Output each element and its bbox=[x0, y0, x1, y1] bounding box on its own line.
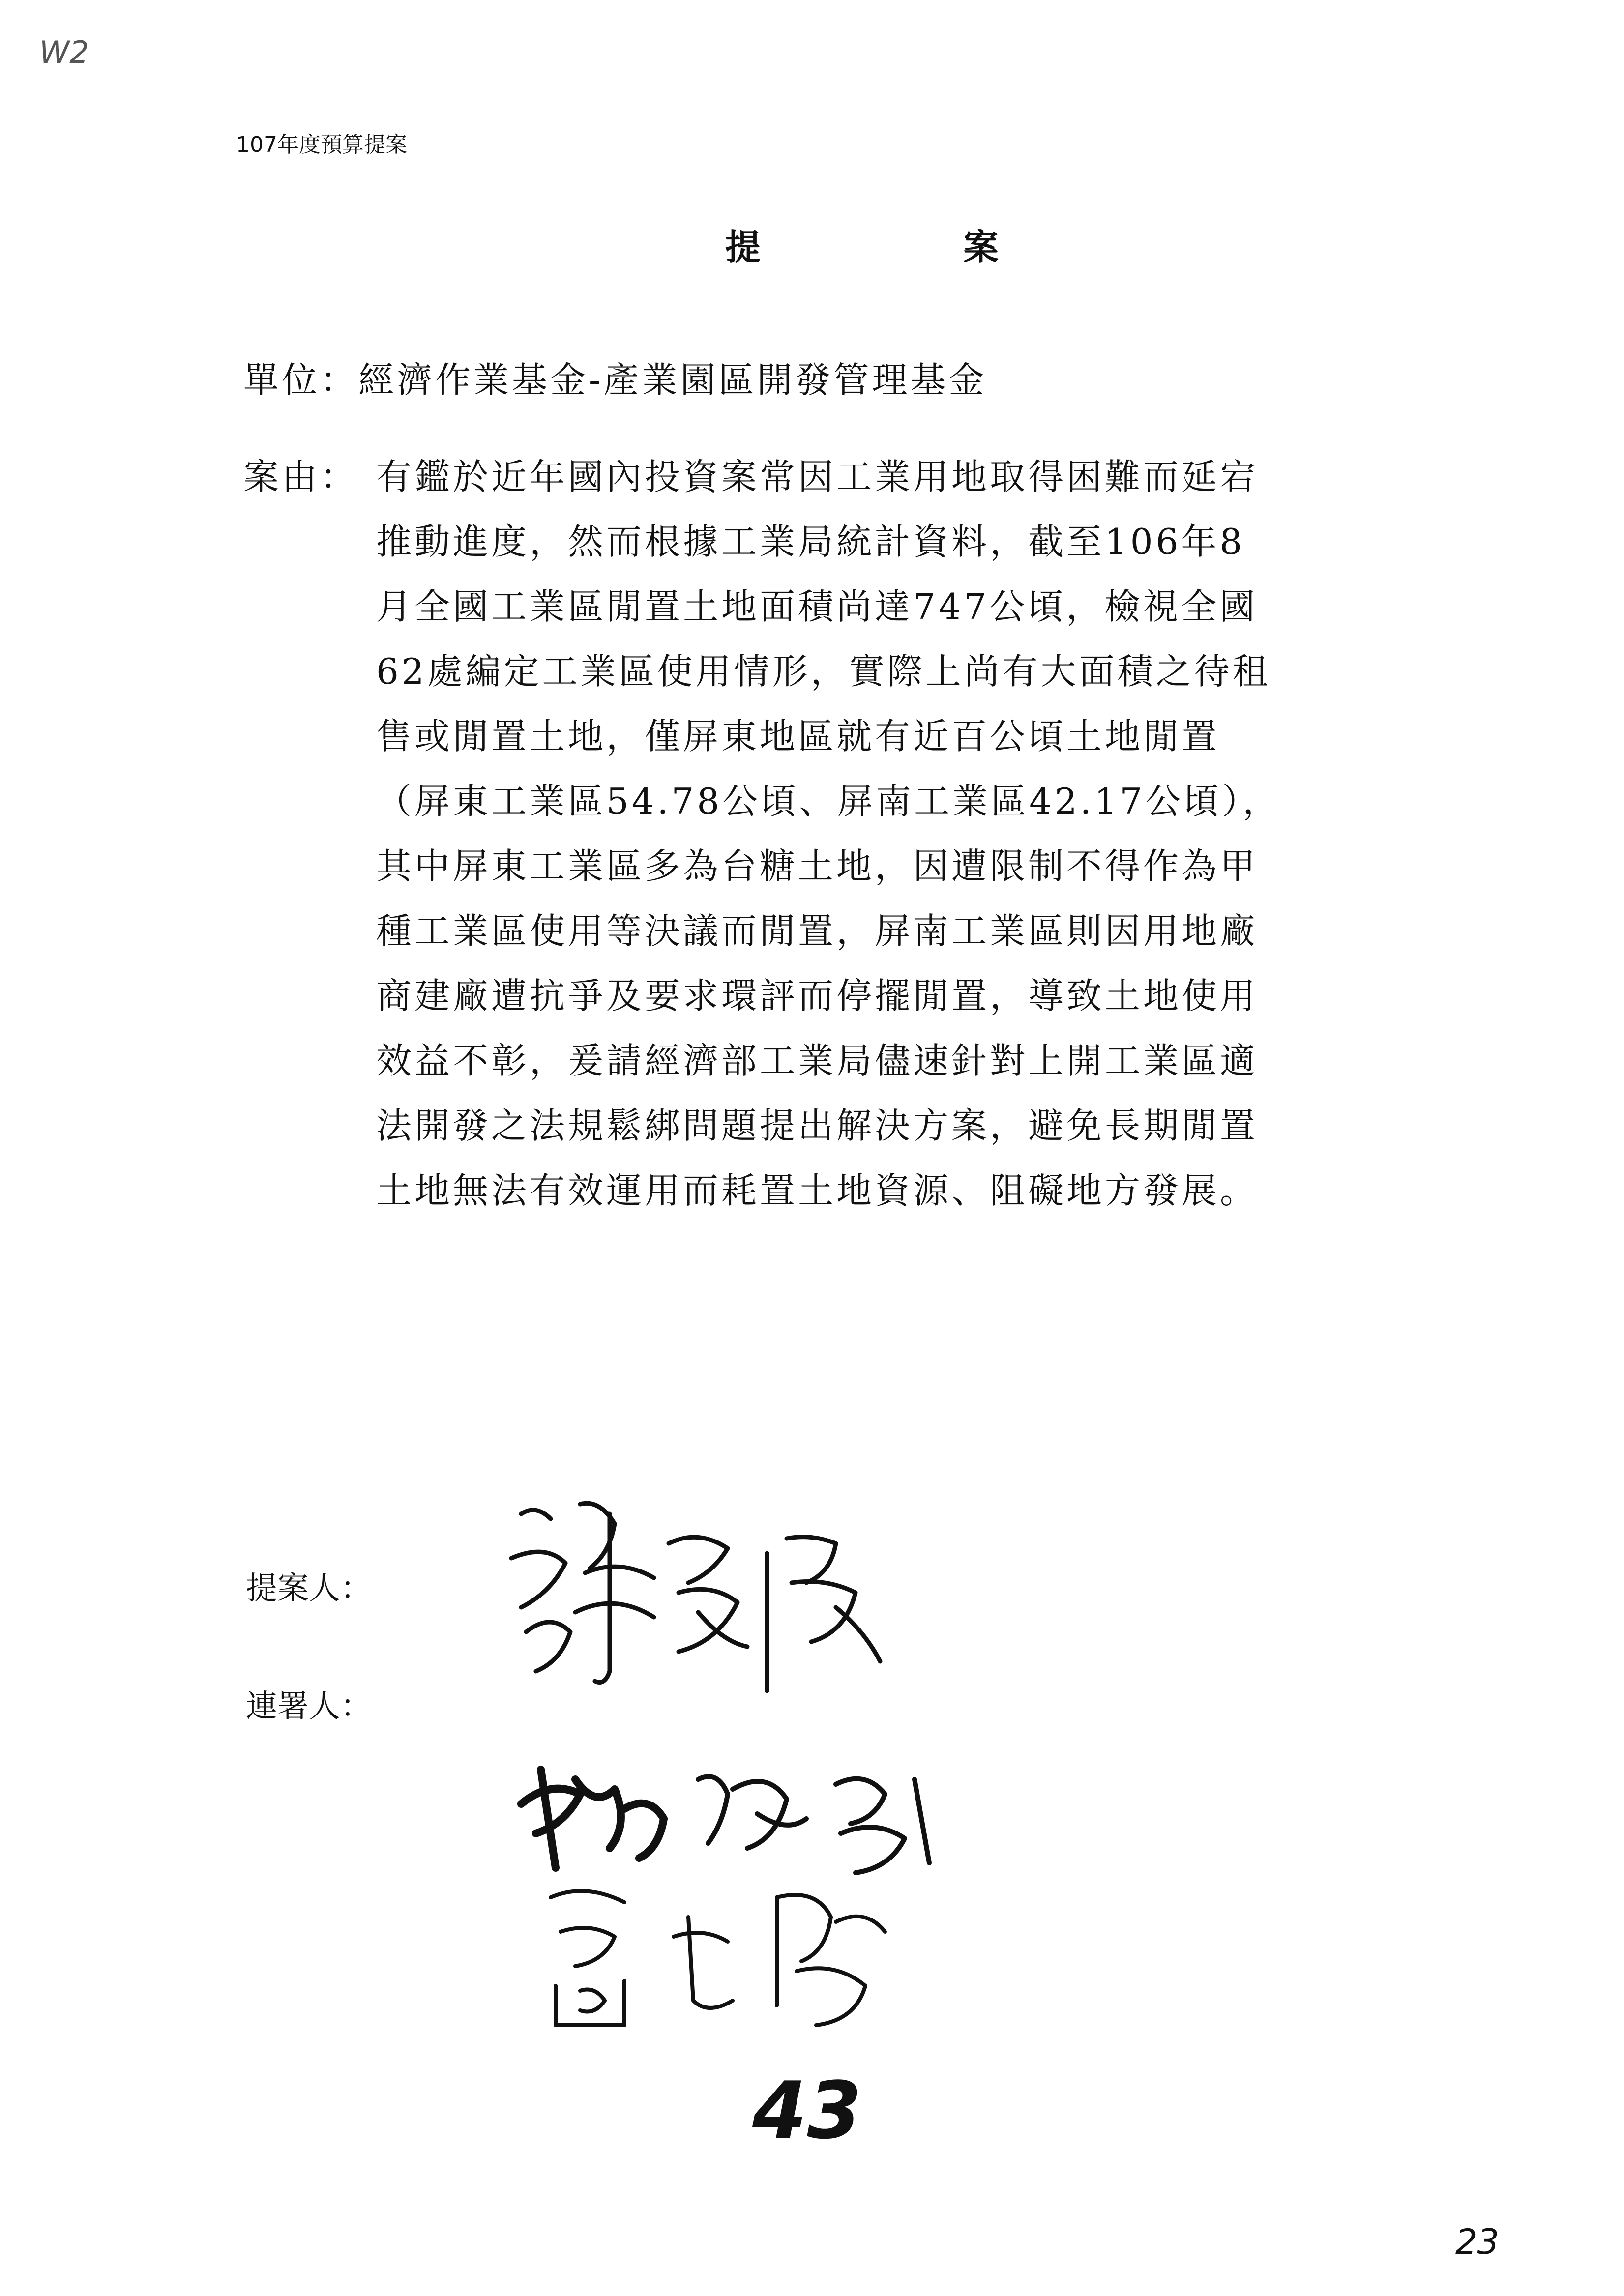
unit-value: 經濟作業基金-產業園區開發管理基金 bbox=[358, 359, 987, 401]
reason-line: 商建廠遭抗爭及要求環評而停擺閒置，導致土地使用 bbox=[376, 975, 1259, 1017]
reason-label: 案由： bbox=[243, 456, 359, 497]
reason-line: 土地無法有效運用而耗置土地資源、阻礙地方發展。 bbox=[376, 1170, 1259, 1211]
reason-line: 種工業區使用等決議而閒置，屏南工業區則因用地廠 bbox=[376, 910, 1259, 952]
cosigner-signature-1 bbox=[511, 1750, 954, 1888]
reason-line: 法開發之法規鬆綁問題提出解決方案，避免長期閒置 bbox=[376, 1105, 1259, 1146]
corner-mark: W2 bbox=[39, 34, 89, 70]
page-number: 23 bbox=[1455, 2222, 1500, 2262]
proposer-signature bbox=[492, 1484, 895, 1701]
unit-label: 單位： bbox=[243, 359, 359, 401]
reason-line: 推動進度，然而根據工業局統計資料，截至106年8 bbox=[376, 521, 1245, 562]
document-title: 提 案 bbox=[725, 226, 1083, 268]
reason-line: 效益不彰，爰請經濟部工業局儘速針對上開工業區適 bbox=[376, 1040, 1259, 1081]
page-header: 107年度預算提案 bbox=[236, 132, 407, 157]
cosigner-label: 連署人： bbox=[246, 1688, 372, 1725]
cosigner-signature-2 bbox=[541, 1878, 895, 2040]
proposer-label: 提案人： bbox=[246, 1570, 372, 1607]
reason-line: 有鑑於近年國內投資案常因工業用地取得困難而延宕 bbox=[376, 456, 1259, 497]
reason-line: 62處編定工業區使用情形，實際上尚有大面積之待租 bbox=[376, 651, 1271, 692]
unit-row bbox=[243, 351, 987, 403]
reason-line: 月全國工業區閒置土地面積尚達747公頃，檢視全國 bbox=[376, 586, 1258, 627]
reason-line: 售或閒置土地，僅屏東地區就有近百公頃土地閒置 bbox=[376, 716, 1220, 757]
reason-line: （屏東工業區54.78公頃、屏南工業區42.17公頃）， bbox=[376, 781, 1281, 822]
handwritten-number: 43 bbox=[752, 2064, 862, 2156]
reason-line: 其中屏東工業區多為台糖土地，因遭限制不得作為甲 bbox=[376, 845, 1259, 887]
